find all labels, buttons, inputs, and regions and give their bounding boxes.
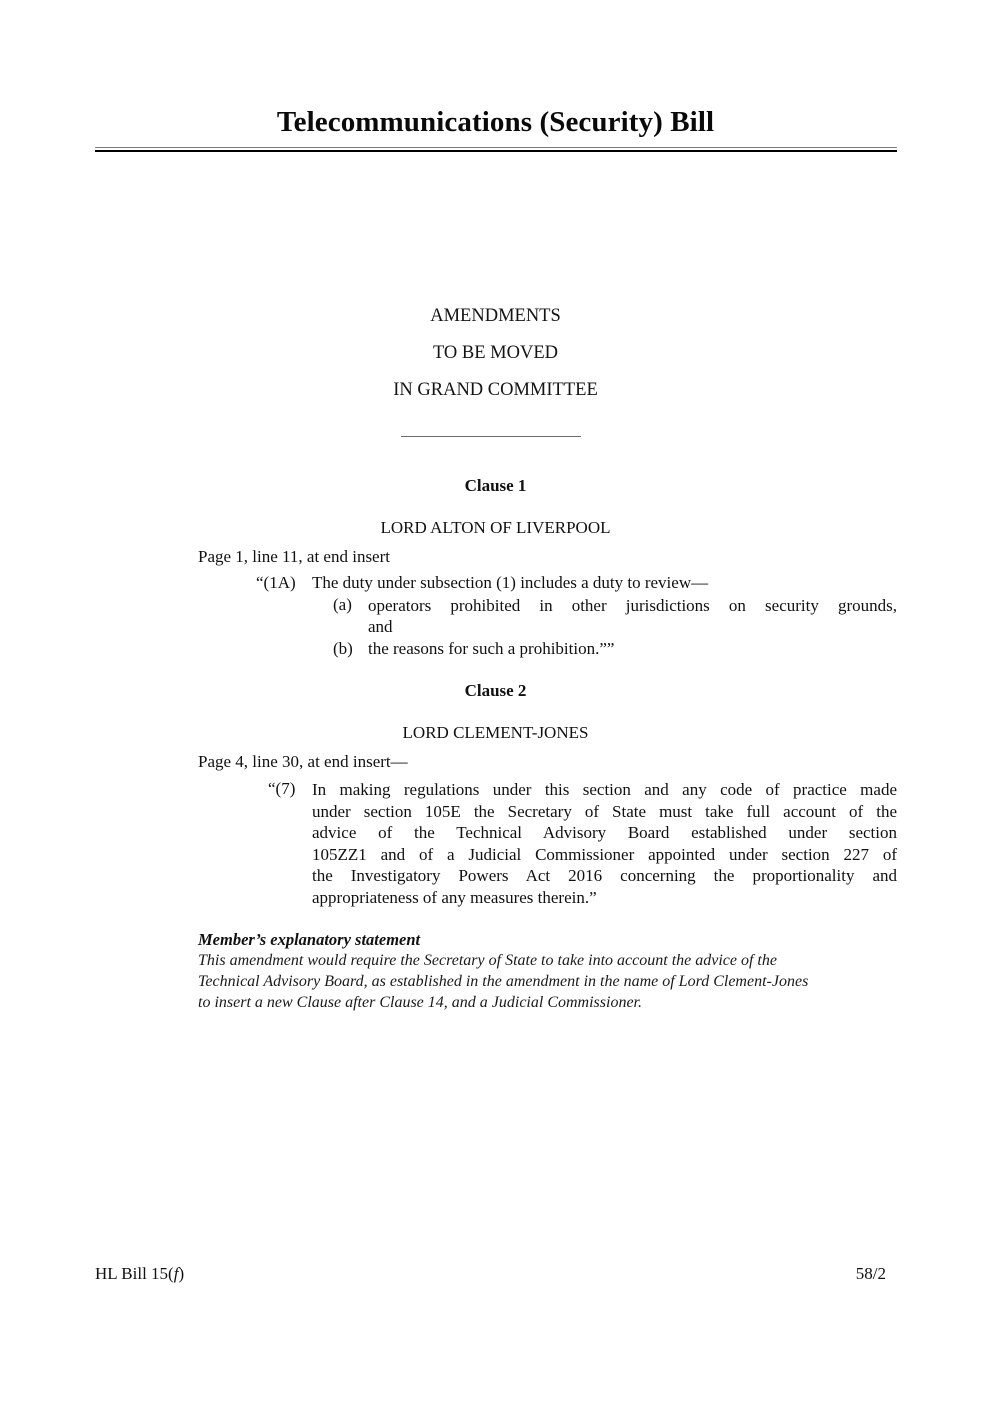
paragraph-text-a-line1: operators prohibited in other jurisdictions on security grounds, [368, 596, 897, 615]
bill-title: Telecommunications (Security) Bill [276, 106, 715, 138]
explanatory-statement-line3: to insert a new Clause after Clause 14, and a Judicial Commissioner. [198, 994, 642, 1011]
header-rule-thick [95, 150, 897, 152]
intro-line-to-be-moved: TO BE MOVED [432, 343, 559, 363]
subsection-text-line3: advice of the Technical Advisory Board established under section [312, 823, 897, 843]
bill-reference [95, 1264, 184, 1284]
section-divider [401, 436, 581, 437]
paragraph-text-b: the reasons for such a prohibition.”” [368, 639, 615, 658]
clause-heading: Clause 1 [464, 476, 527, 495]
clause-heading: Clause 2 [464, 681, 527, 700]
intro-line-grand-committee: IN GRAND COMMITTEE [393, 380, 598, 400]
explanatory-statement-heading: Member’s explanatory statement [198, 930, 421, 949]
subsection-text-line6: appropriateness of any measures therein.” [312, 888, 597, 907]
member-name: LORD ALTON OF LIVERPOOL [380, 518, 611, 537]
subsection-label: “(1A) [256, 573, 296, 592]
page-reference: Page 1, line 11, at end insert [198, 547, 390, 566]
paragraph-label-b: (b) [333, 639, 353, 658]
intro-line-amendments: AMENDMENTS [430, 306, 561, 326]
page-code: 58/2 [855, 1264, 886, 1283]
explanatory-statement-line1: This amendment would require the Secretary of State to take into account the advice of the [198, 952, 777, 969]
subsection-text-line1: In making regulations under this section and any code of practice made [312, 780, 897, 799]
bill-reference-prefix: HL Bill 15( [95, 1264, 174, 1283]
paragraph-text-a-line2: and [368, 617, 393, 636]
subsection-text-line2: under section 105E the Secretary of State must take full account of the [312, 801, 897, 821]
subsection-text: The duty under subsection (1) includes a duty to review— [312, 573, 709, 592]
member-name: LORD CLEMENT-JONES [402, 723, 589, 742]
paragraph-label-a: (a) [333, 595, 352, 614]
header-rule-thin [95, 147, 897, 148]
subsection-text-line5: the Investigatory Powers Act 2016 concerning the proportionality and [312, 866, 897, 886]
explanatory-statement-line2: Technical Advisory Board, as established in the amendment in the name of Lord Clement-Jones [198, 973, 809, 990]
subsection-text-line4: 105ZZ1 and of a Judicial Commissioner appointed under section 227 of [312, 844, 897, 864]
bill-reference-suffix: ) [178, 1264, 185, 1283]
page-reference: Page 4, line 30, at end insert— [198, 752, 408, 771]
bill-reference-print-letter: f [173, 1264, 179, 1283]
subsection-label: “(7) [268, 779, 296, 798]
